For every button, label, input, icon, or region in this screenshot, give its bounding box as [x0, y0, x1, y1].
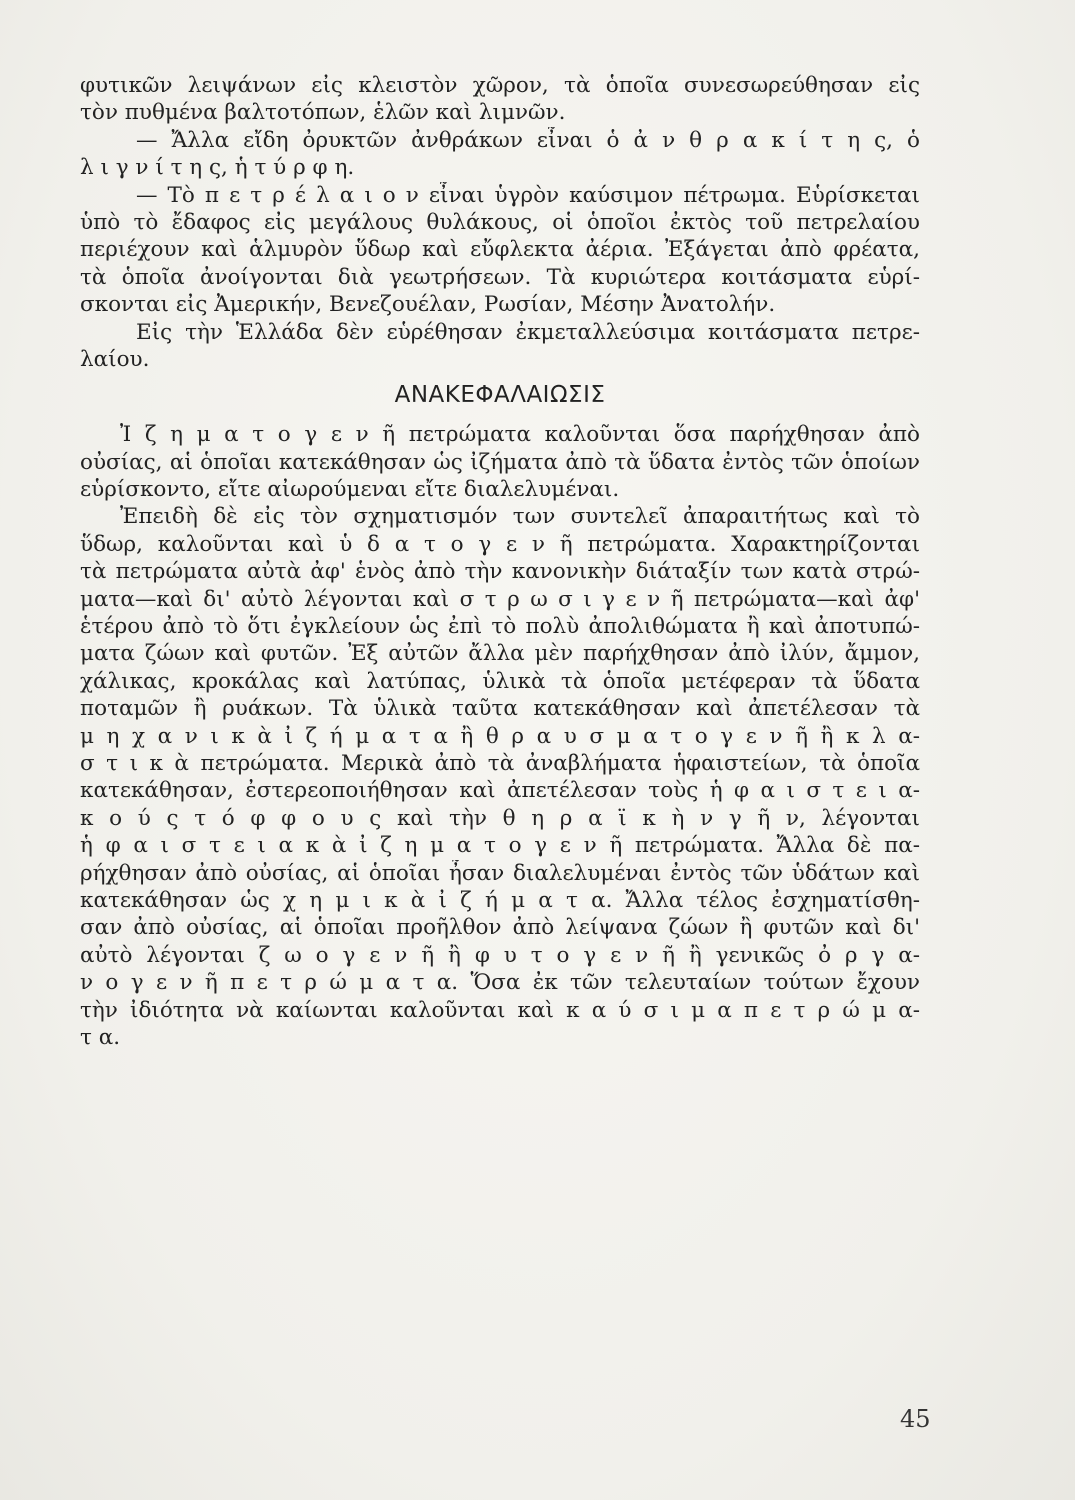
text-line: τὰ ὁποῖα ἀνοίγονται διὰ γεωτρήσεων. Τὰ κυριώτερα κοιτάσματα εὑρί-	[80, 264, 920, 290]
text-line: Εἰς τὴν Ἑλλάδα δὲν εὑρέθησαν ἐκμεταλλεύσιμα κοιτάσματα πετρε-	[136, 319, 920, 345]
text-line: τὸν πυθμένα βαλτοτόπων, ἑλῶν καὶ λιμνῶν.	[80, 100, 566, 126]
section-heading: ΑΝΑΚΕΦΑΛΑΙΩΣΙΣ	[394, 382, 606, 409]
text-line: λ ι γ ν ί τ η ς, ἡ τ ύ ρ φ η.	[80, 155, 355, 181]
page-number: 45	[900, 1405, 931, 1433]
text-line: ποταμῶν ἢ ρυάκων. Τὰ ὑλικὰ ταῦτα κατεκάθησαν καὶ ἀπετέλεσαν τὰ	[80, 696, 920, 722]
text-line: σκονται εἰς Ἀμερικήν, Βενεζουέλαν, Ρωσίαν, Μέσην Ἀνατολήν.	[80, 292, 776, 318]
paragraph-4	[80, 319, 920, 374]
text-line: ρήχθησαν ἀπὸ οὐσίας, αἱ ὁποῖαι ἦσαν διαλελυμέναι ἐντὸς τῶν ὑδάτων καὶ	[80, 860, 920, 886]
text-line: κ ο ύ ς τ ό φ φ ο υ ς καὶ τὴν θ η ρ α ϊ κ ὴ ν γ ῆ ν, λέγονται	[80, 805, 920, 831]
paragraph-6	[80, 503, 920, 1051]
body-text	[80, 72, 920, 1051]
paragraph-1	[80, 72, 920, 127]
text-line: τὰ πετρώματα αὐτὰ ἀφ' ἑνὸς ἀπὸ τὴν κανονικὴν διάταξίν των κατὰ στρώ-	[80, 559, 920, 585]
paragraph-2	[80, 127, 920, 182]
text-line: ἡ φ α ι σ τ ε ι α κ ὰ ἰ ζ η μ α τ ο γ ε ν ῆ πετρώματα. Ἄλλα δὲ πα-	[80, 833, 920, 859]
text-line: χάλικας, κροκάλας καὶ λατύπας, ὑλικὰ τὰ ὁποῖα μετέφεραν τὰ ὕδατα	[80, 668, 920, 694]
text-line: ὑπὸ τὸ ἔδαφος εἰς μεγάλους θυλάκους, οἱ ὁποῖοι ἐκτὸς τοῦ πετρελαίου	[80, 209, 920, 235]
paragraph-3	[80, 182, 920, 319]
text-line: — Ἄλλα εἴδη ὀρυκτῶν ἀνθράκων εἶναι ὁ ἀ ν θ ρ α κ ί τ η ς, ὁ	[136, 127, 920, 153]
text-line: ν ο γ ε ν ῆ π ε τ ρ ώ μ α τ α. Ὅσα ἐκ τῶν τελευταίων τούτων ἔχουν	[80, 970, 920, 996]
text-line: — Τὸ π ε τ ρ έ λ α ι ο ν εἶναι ὑγρὸν καύσιμον πέτρωμα. Εὑρίσκεται	[136, 182, 920, 208]
text-line: σ τ ι κ ὰ πετρώματα. Μερικὰ ἀπὸ τὰ ἀναβλήματα ἡφαιστείων, τὰ ὁποῖα	[80, 750, 920, 776]
text-line: λαίου.	[80, 346, 150, 372]
text-line: κατεκάθησαν ὡς χ η μ ι κ ὰ ἰ ζ ή μ α τ α. Ἄλλα τέλος ἐσχηματίσθη-	[80, 887, 920, 913]
text-line: Ἰ ζ η μ α τ ο γ ε ν ῆ πετρώματα καλοῦνται ὅσα παρήχθησαν ἀπὸ	[120, 422, 920, 448]
text-line: κατεκάθησαν, ἐστερεοποιήθησαν καὶ ἀπετέλεσαν τοὺς ἡ φ α ι σ τ ε ι α-	[80, 778, 920, 804]
text-line: σαν ἀπὸ οὐσίας, αἱ ὁποῖαι προῆλθον ἀπὸ λείψανα ζώων ἢ φυτῶν καὶ δι'	[80, 915, 920, 941]
text-line: οὐσίας, αἱ ὁποῖαι κατεκάθησαν ὡς ἰζήματα ἀπὸ τὰ ὕδατα ἐντὸς τῶν ὁποίων	[80, 449, 920, 475]
text-line: αὐτὸ λέγονται ζ ω ο γ ε ν ῆ ἢ φ υ τ ο γ ε ν ῆ ἢ γενικῶς ὀ ρ γ α-	[80, 942, 920, 968]
text-line: τ α.	[80, 1024, 121, 1050]
text-line: ἑτέρου ἀπὸ τὸ ὅτι ἐγκλείουν ὡς ἐπὶ τὸ πολὺ ἀπολιθώματα ἢ καὶ ἀποτυπώ-	[80, 614, 920, 640]
text-line: φυτικῶν λειψάνων εἰς κλειστὸν χῶρον, τὰ ὁποῖα συνεσωρεύθησαν εἰς	[80, 73, 920, 98]
text-line: ματα—καὶ δι' αὐτὸ λέγονται καὶ σ τ ρ ω σ ι γ ε ν ῆ πετρώματα—καὶ ἀφ'	[80, 586, 920, 612]
text-line: Ἐπειδὴ δὲ εἰς τὸν σχηματισμόν των συντελεῖ ἀπαραιτήτως καὶ τὸ	[120, 504, 920, 530]
text-line: μ η χ α ν ι κ ὰ ἰ ζ ή μ α τ α ἢ θ ρ α υ σ μ α τ ο γ ε ν ῆ ἢ κ λ α-	[80, 723, 920, 749]
text-line: περιέχουν καὶ ἁλμυρὸν ὕδωρ καὶ εὔφλεκτα ἀέρια. Ἐξάγεται ἀπὸ φρέατα,	[80, 237, 920, 263]
text-line: τὴν ἰδιότητα νὰ καίωνται καλοῦνται καὶ κ α ύ σ ι μ α π ε τ ρ ώ μ α-	[80, 997, 920, 1023]
text-line: εὑρίσκοντο, εἴτε αἰωρούμεναι εἴτε διαλελυμέναι.	[80, 477, 620, 503]
text-line: ματα ζώων καὶ φυτῶν. Ἐξ αὐτῶν ἄλλα μὲν παρήχθησαν ἀπὸ ἰλύν, ἄμμον,	[80, 641, 920, 667]
text-line: ὕδωρ, καλοῦνται καὶ ὑ δ α τ ο γ ε ν ῆ πετρώματα. Χαρακτηρίζονται	[80, 531, 920, 557]
paragraph-5	[80, 421, 920, 503]
